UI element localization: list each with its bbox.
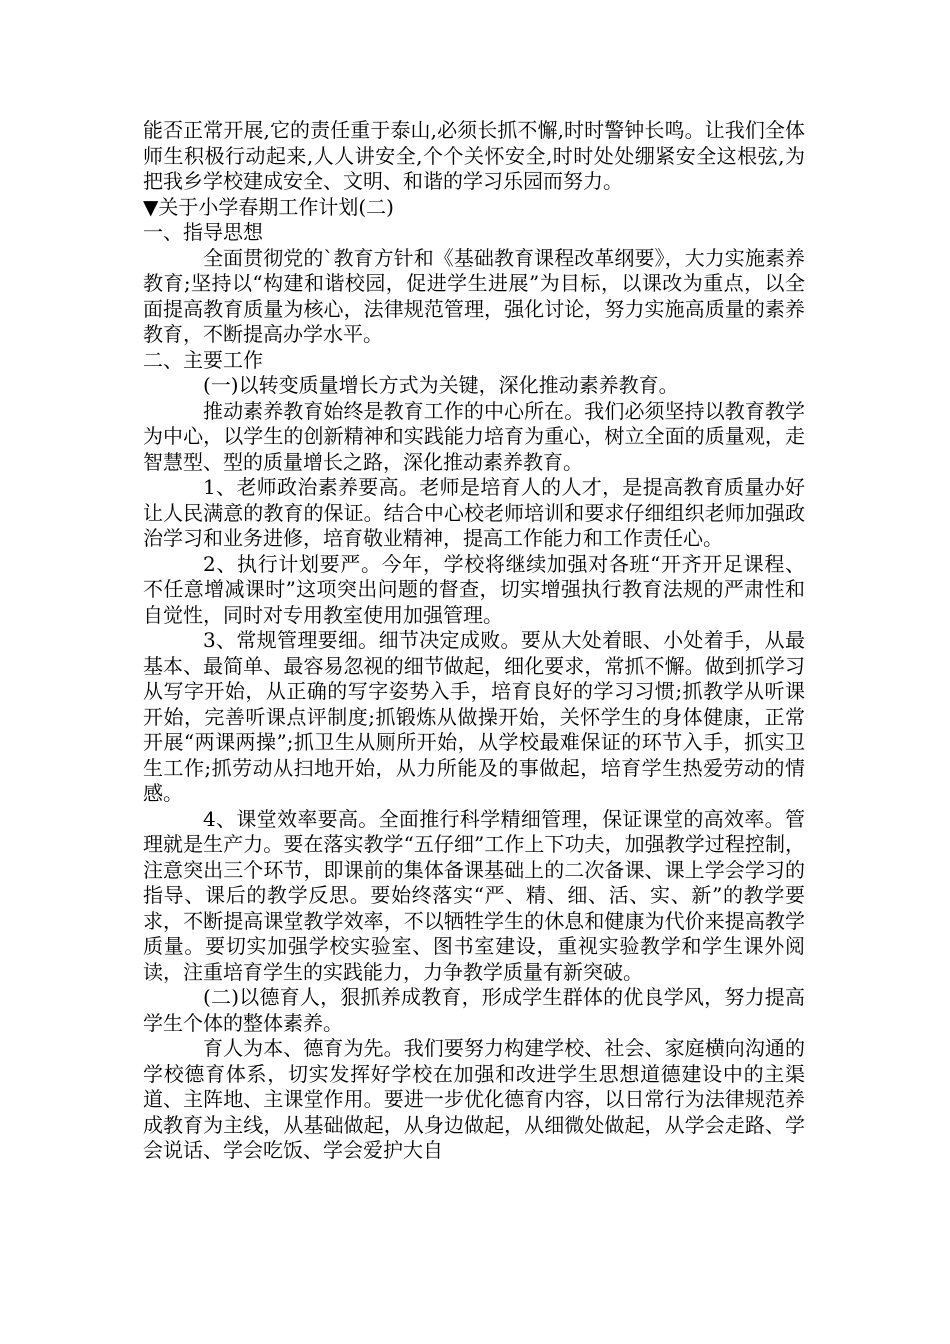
subheading-moral-education: (二)以德育人，狠抓养成教育，形成学生群体的优良学风，努力提高学生个体的整体素养。 [143,985,805,1035]
section-title: ▼关于小学春期工作计划(二) [143,194,394,219]
paragraph-item-1: 1、老师政治素养要高。老师是培育人的人才，是提高教育质量办好让人民满意的教育的保证。结合中心校老师培训和要求仔细组织老师加强政治学习和业务进修，培育敬业精神，提高工作能力和工作责任心。 [143,475,805,550]
paragraph-item-2: 2、执行计划要严。今年，学校将继续加强对各班“开齐开足课程、不任意增减课时”这项突出问题的督查，切实增强执行教育法规的严肃性和自觉性，同时对专用教室使用加强管理。 [143,551,805,627]
paragraph-guiding-thought: 全面贯彻党的`教育方针和《基础教育课程改革纲要》，大力实施素养教育;坚持以“构建和谐校园，促进学生进展”为目标，以课改为重点，以全面提高教育质量为核心，法律规范管理，强化讨论，努力实施高质量的素养教育，不断提高办学水平。 [143,245,805,346]
heading-main-work: 二、主要工作 [143,347,263,372]
paragraph-item-4: 4、课堂效率要高。全面推行科学精细管理，保证课堂的高效率。管理就是生产力。要在落实教学“五仔细”工作上下功夫，加强教学过程控制，注意突出三个环节，即课前的集体备课基础上的二次备课、课上学会学习的指导、课后的教学反思。要始终落实“严、精、细、活、实、新”的教学要求，不断提高课堂教学效率，不以牺牲学生的休息和健康为代价来提高教学质量。要切实加强学校实验室、图书室建设，重视实验教学和学生课外阅读，注重培育学生的实践能力，力争教学质量有新突破。 [143,806,805,984]
paragraph-item-3: 3、常规管理要细。细节决定成败。要从大处着眼、小处着手，从最基本、最简单、最容易忽视的细节做起，细化要求，常抓不懈。做到抓学习从写字开始，从正确的写字姿势入手，培育良好的学习习惯;抓教学从听课开始，完善听课点评制度;抓锻炼从做操开始，关怀学生的身体健康，正常开展“两课两操”;抓卫生从厕所开始，从学校最难保证的环节入手，抓实卫生工作;抓劳动从扫地开始，从力所能及的事做起，培育学生热爱劳动的情感。 [143,628,805,805]
paragraph-safety-closing: 能否正常开展,它的责任重于泰山,必须长抓不懈,时时警钟长鸣。让我们全体师生积极行动起来,人人讲安全,个个关怀安全,时时处处绷紧安全这根弦,为把我乡学校建成安全、文明、和谐的学习乐园而努力。 [143,118,805,193]
heading-guiding-thought: 一、指导思想 [143,220,263,244]
document-page [143,118,805,1164]
paragraph-quality-intro: 推动素养教育始终是教育工作的中心所在。我们必须坚持以教育教学为中心，以学生的创新精神和实践能力培育为重心，树立全面的质量观，走智慧型、型的质量增长之路，深化推动素养教育。 [143,398,805,474]
subheading-quality: (一)以转变质量增长方式为关键，深化推动素养教育。 [203,373,679,397]
paragraph-moral-education: 育人为本、德育为先。我们要努力构建学校、社会、家庭横向沟通的学校德育体系，切实发挥好学校在加强和改进学生思想道德建设中的主渠道、主阵地、主课堂作用。要进一步优化德育内容，以日常行为法律规范养成教育为主线，从基础做起，从身边做起，从细微处做起，从学会走路、学会说话、学会吃饭、学会爱护大自 [143,1036,805,1162]
